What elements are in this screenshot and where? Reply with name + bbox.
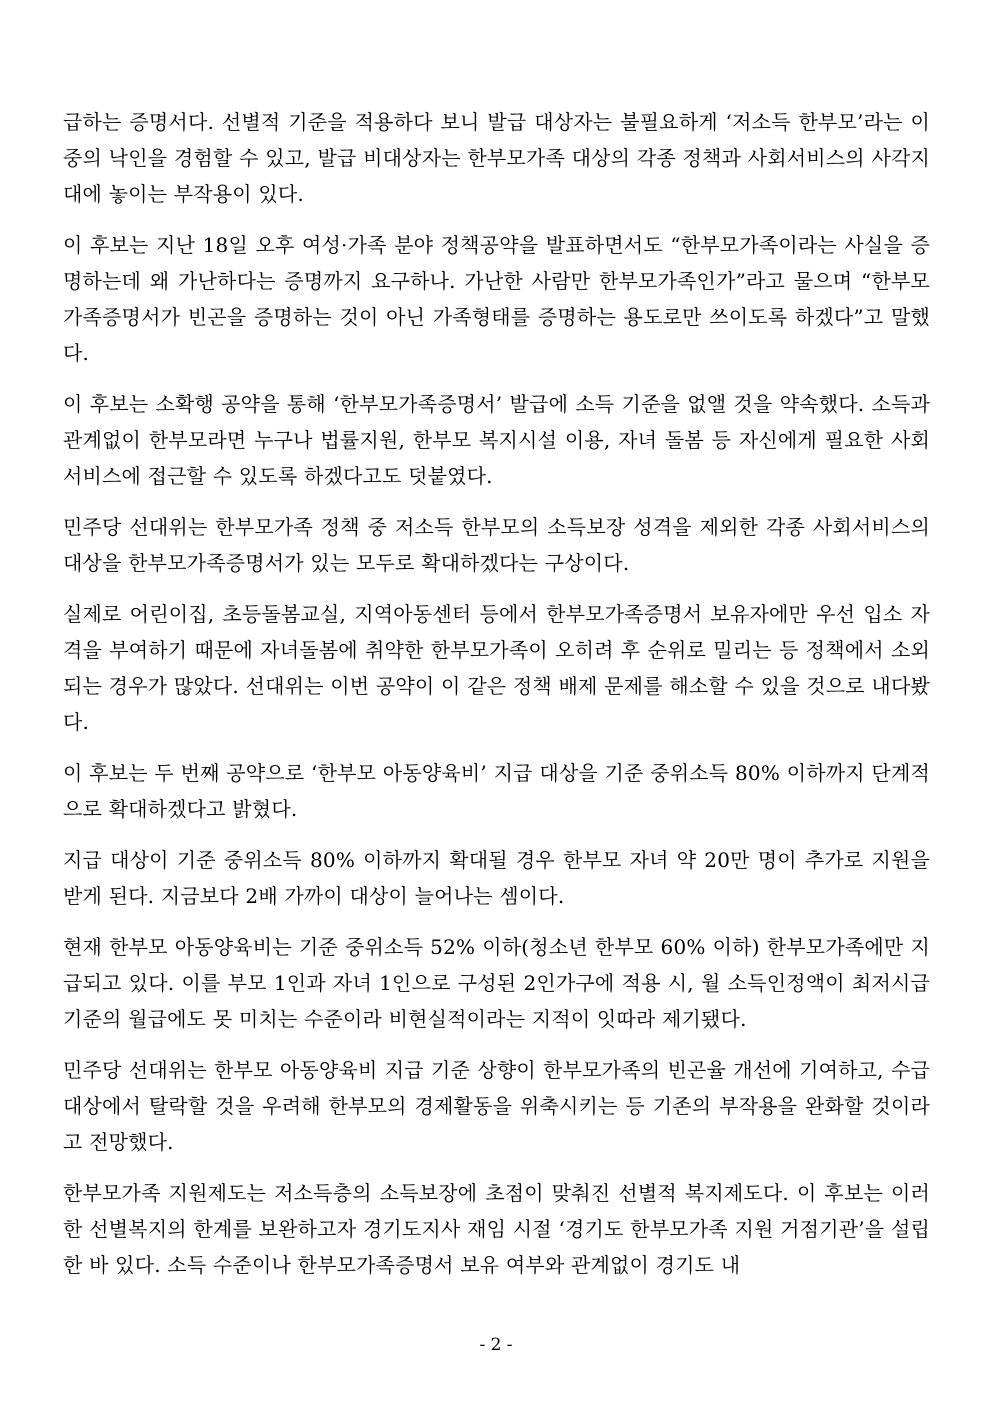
paragraph-2: 이 후보는 지난 18일 오후 여성·가족 분야 정책공약을 발표하면서도 “한부모가족이라는 사실을 증명하는데 왜 가난하다는 증명까지 요구하나. 가난한 사람만 한부모가족인가”라고 물으며 “한부모가족증명서가 빈곤을 증명하는 것이 아닌 가족형태를 증명하는 용도로만 쓰이도록 하겠다”고 말했다. [63,233,930,365]
page-number: - 2 - [479,1335,513,1355]
paragraph-8: 현재 한부모 아동양육비는 기준 중위소득 52% 이하(청소년 한부모 60% 이하) 한부모가족에만 지급되고 있다. 이를 부모 1인과 자녀 1인으로 구성된 2인가구에 적용 시, 월 소득인정액이 최저시급 기준의 월급에도 못 미치는 수준이라 비현실적이라는 지적이 잇따라 제기됐다. [63,935,930,1031]
paragraph-7: 지급 대상이 기준 중위소득 80% 이하까지 확대될 경우 한부모 자녀 약 20만 명이 추가로 지원을 받게 된다. 지금보다 2배 가까이 대상이 늘어나는 셈이다. [63,848,930,908]
paragraph-10: 한부모가족 지원제도는 저소득층의 소득보장에 초점이 맞춰진 선별적 복지제도다. 이 후보는 이러한 선별복지의 한계를 보완하고자 경기도지사 재임 시절 ‘경기도 한부모가족 지원 거점기관’을 설립한 바 있다. 소득 수준이나 한부모가족증명서 보유 여부와 관계없이 경기도 내 [63,1181,930,1277]
paragraph-3: 이 후보는 소확행 공약을 통해 ‘한부모가족증명서’ 발급에 소득 기준을 없앨 것을 약속했다. 소득과 관계없이 한부모라면 누구나 법률지원, 한부모 복지시설 이용, 자녀 돌봄 등 자신에게 필요한 사회서비스에 접근할 수 있도록 하겠다고도 덧붙였다. [63,392,930,488]
paragraph-1: 급하는 증명서다. 선별적 기준을 적용하다 보니 발급 대상자는 불필요하게 ‘저소득 한부모’라는 이중의 낙인을 경험할 수 있고, 발급 비대상자는 한부모가족 대상의 각종 정책과 사회서비스의 사각지대에 놓이는 부작용이 있다. [63,110,930,206]
paragraph-5: 실제로 어린이집, 초등돌봄교실, 지역아동센터 등에서 한부모가족증명서 보유자에만 우선 입소 자격을 부여하기 때문에 자녀돌봄에 취약한 한부모가족이 오히려 후 순위로 밀리는 등 정책에서 소외되는 경우가 많았다. 선대위는 이번 공약이 이 같은 정책 배제 문제를 해소할 수 있을 것으로 내다봤다. [63,602,930,734]
paragraph-4: 민주당 선대위는 한부모가족 정책 중 저소득 한부모의 소득보장 성격을 제외한 각종 사회서비스의 대상을 한부모가족증명서가 있는 모두로 확대하겠다는 구상이다. [63,515,930,575]
paragraph-9: 민주당 선대위는 한부모 아동양육비 지급 기준 상향이 한부모가족의 빈곤율 개선에 기여하고, 수급 대상에서 탈락할 것을 우려해 한부모의 경제활동을 위축시키는 등 기존의 부작용을 완화할 것이라고 전망했다. [63,1058,930,1154]
document-body [63,104,930,1283]
paragraph-6: 이 후보는 두 번째 공약으로 ‘한부모 아동양육비’ 지급 대상을 기준 중위소득 80% 이하까지 단계적으로 확대하겠다고 밝혔다. [63,761,930,821]
